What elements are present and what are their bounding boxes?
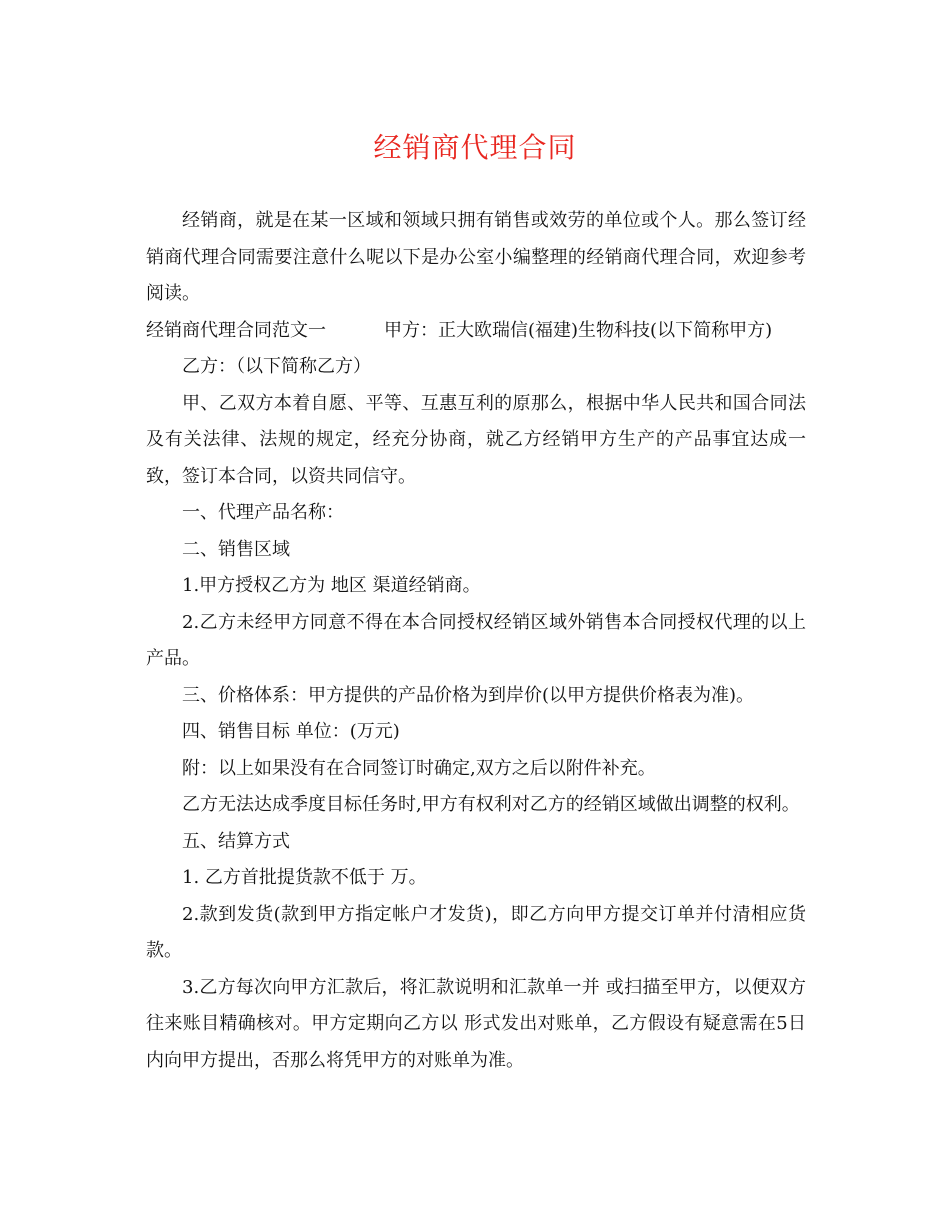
section-4-heading: 四、销售目标 单位：(万元) — [182, 721, 400, 742]
clause-2-1: 1.甲方授权乙方为 地区 渠道经销商。 — [182, 575, 481, 596]
section-5-heading: 五、结算方式 — [182, 830, 290, 852]
clause-5-2: 2.款到发货(款到甲方指定帐户才发货)，即乙方向甲方提交订单并付清相应货款。 — [146, 903, 806, 961]
sample-heading: 经销商代理合同范文一 — [146, 319, 326, 341]
adjustment-paragraph: 乙方无法达成季度目标任务时,甲方有权利对乙方的经销区域做出调整的权利。 — [182, 794, 800, 815]
note-paragraph: 附：以上如果没有在合同签订时确定,双方之后以附件补充。 — [182, 757, 656, 779]
clause-5-1: 1. 乙方首批提货款不低于 万。 — [182, 867, 427, 888]
clause-5-3: 3.乙方每次向甲方汇款后，将汇款说明和汇款单一并 或扫描至甲方，以便双方往来账目精确核对。甲方定期向乙方以 形式发出对账单，乙方假设有疑意需在5日内向甲方提出，否那么将凭甲方的对账单为准。 — [146, 976, 806, 1071]
document-body — [146, 203, 806, 1079]
party-b: 乙方：（以下简称乙方） — [182, 356, 371, 377]
sample-heading-line — [146, 313, 806, 350]
section-1-heading: 一、代理产品名称： — [182, 502, 344, 523]
preamble-paragraph: 甲、乙双方本着自愿、平等、互惠互利的原那么，根据中华人民共和国合同法及有关法律、法规的规定，经充分协商，就乙方经销甲方生产的产品事宜达成一致，签订本合同，以资共同信守。 — [146, 392, 806, 487]
clause-2-2: 2.乙方未经甲方同意不得在本合同授权经销区域外销售本合同授权代理的以上产品。 — [146, 611, 806, 669]
section-2-heading: 二、销售区域 — [182, 538, 290, 560]
section-3-heading: 三、价格体系：甲方提供的产品价格为到岸价(以甲方提供价格表为准)。 — [182, 684, 755, 706]
party-a: 甲方：正大欧瑞信(福建)生物科技(以下简称甲方) — [384, 319, 773, 341]
document-title: 经销商代理合同 — [373, 131, 577, 164]
intro-paragraph: 经销商，就是在某一区域和领域只拥有销售或效劳的单位或个人。那么签订经销商代理合同需要注意什么呢以下是办公室小编整理的经销商代理合同，欢迎参考阅读。 — [146, 210, 806, 304]
